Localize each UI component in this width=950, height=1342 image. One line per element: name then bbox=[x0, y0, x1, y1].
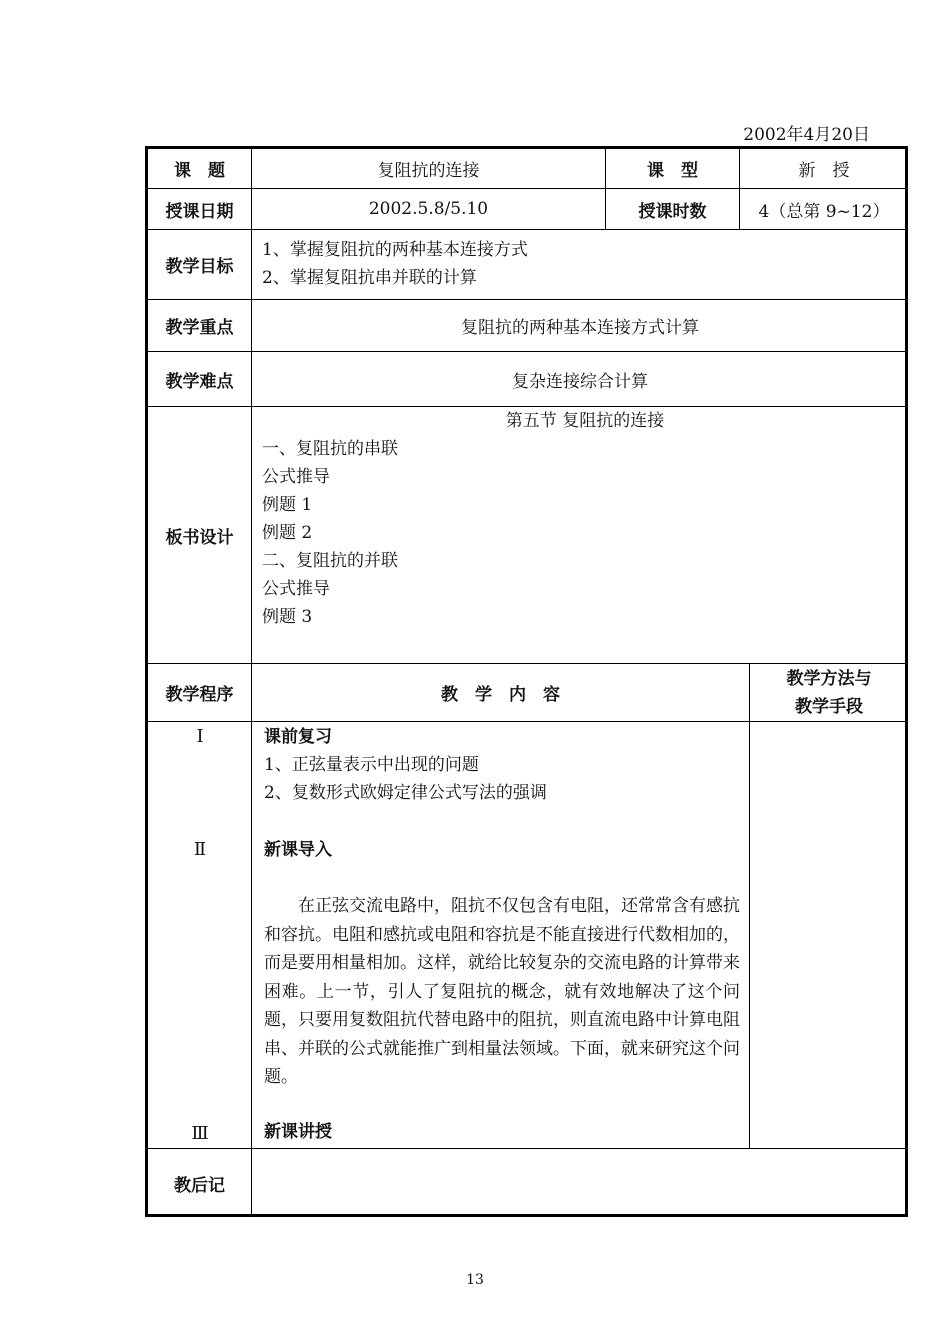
lecture-title: 新课讲授 bbox=[264, 1121, 332, 1142]
topic-value: 复阻抗的连接 bbox=[252, 149, 606, 189]
method-header bbox=[750, 664, 908, 722]
page-number: 13 bbox=[466, 1272, 484, 1288]
type-value: 新 授 bbox=[740, 149, 908, 189]
after-label: 教后记 bbox=[148, 1149, 252, 1217]
board-title: 第五节 复阻抗的连接 bbox=[505, 411, 665, 431]
review-item: 2、复数形式欧姆定律公式写法的强调 bbox=[264, 783, 547, 803]
type-label: 课 型 bbox=[606, 149, 740, 189]
review-title: 课前复习 bbox=[264, 727, 332, 747]
hours-value: 4（总第 9~12） bbox=[740, 189, 908, 230]
board-line: 公式推导 bbox=[262, 579, 330, 599]
hours-label: 授课时数 bbox=[606, 189, 740, 230]
goal-item: 1、掌握复阻抗的两种基本连接方式 bbox=[262, 240, 528, 260]
date-line: 2002年4月20日 bbox=[743, 125, 870, 145]
board-line: 例题 2 bbox=[262, 523, 313, 543]
topic-label: 课 题 bbox=[148, 149, 252, 189]
board-line: 一、复阻抗的串联 bbox=[262, 439, 398, 459]
goal-item: 2、掌握复阻抗串并联的计算 bbox=[262, 268, 477, 288]
difficulty-label: 教学难点 bbox=[148, 352, 252, 407]
date-label: 授课日期 bbox=[148, 189, 252, 230]
lesson-content bbox=[252, 722, 750, 1149]
method-header-line1: 教学方法与 bbox=[786, 668, 872, 689]
step-marker: Ⅱ bbox=[193, 839, 207, 860]
intro-title: 新课导入 bbox=[264, 840, 332, 860]
content-header: 教 学 内 容 bbox=[252, 664, 750, 722]
review-item: 1、正弦量表示中出现的问题 bbox=[264, 755, 479, 775]
method-header-line2: 教学手段 bbox=[795, 696, 863, 717]
procedure-label: 教学程序 bbox=[148, 664, 252, 722]
goals-content bbox=[252, 230, 908, 300]
after-content bbox=[252, 1149, 908, 1217]
methods-column bbox=[750, 722, 908, 1149]
step-marker: Ⅰ bbox=[196, 726, 204, 747]
date-value: 2002.5.8/5.10 bbox=[252, 189, 606, 230]
goals-label: 教学目标 bbox=[148, 230, 252, 300]
lesson-plan-table bbox=[145, 146, 908, 1217]
board-line: 公式推导 bbox=[262, 467, 330, 487]
board-line: 二、复阻抗的并联 bbox=[262, 551, 398, 571]
steps-column bbox=[148, 722, 252, 1149]
board-line: 例题 3 bbox=[262, 607, 313, 627]
step-marker: Ⅲ bbox=[191, 1123, 209, 1144]
difficulty-value: 复杂连接综合计算 bbox=[252, 352, 908, 407]
board-line: 例题 1 bbox=[262, 495, 313, 515]
key-value: 复阻抗的两种基本连接方式计算 bbox=[252, 300, 908, 352]
board-content bbox=[252, 407, 908, 664]
key-label: 教学重点 bbox=[148, 300, 252, 352]
intro-paragraph: 在正弦交流电路中，阻抗不仅包含有电阻，还常常含有感抗和容抗。电阻和感抗或电阻和容抗是不能直接进行代数相加的，而是要用相量相加。这样，就给比较复杂的交流电路的计算带来困难。上一节，引人了复阻抗的概念，就有效地解决了这个问题，只要用复数阻抗代替电路中的阻抗，则直流电路中计算电阻串、并联的公式就能推广到相量法领域。下面，就来研究这个问题。 bbox=[264, 896, 740, 1087]
board-label: 板书设计 bbox=[148, 407, 252, 664]
